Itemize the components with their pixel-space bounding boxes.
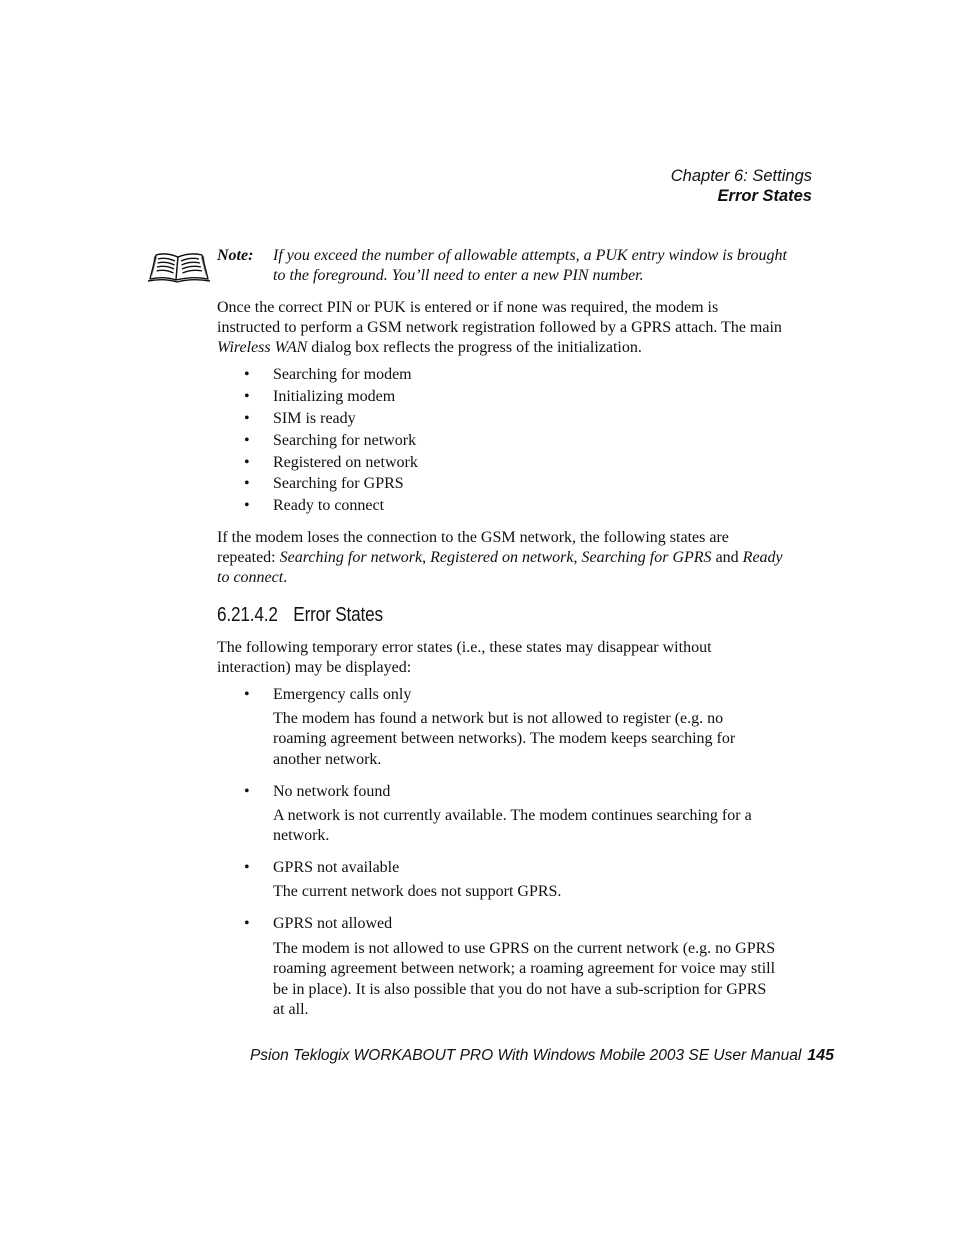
list-item: • Ready to connect (244, 497, 385, 515)
wireless-wan-emphasis: Wireless WAN (217, 339, 308, 357)
progress-state-list (217, 364, 787, 517)
section-number: 6.21.4.2 (217, 604, 278, 626)
error-state-item: • GPRS not allowed The modem is not allowed to use GPRS on the current network (e.g. no GPRS roaming agreement between network; a roaming agreement for voice may still be in place). It is also possible that you do not have a sub-scription for GPRS at all. (217, 914, 787, 1020)
error-state-description: A network is not currently available. The modem continues searching for a network. (273, 807, 752, 845)
error-state-item: • Emergency calls only The modem has found a network but is not allowed to register (e.g. no roaming agreement between networks). The modem keeps searching for another network. (217, 685, 787, 770)
list-item: • Searching for network (244, 431, 417, 449)
error-state-title: GPRS not available (273, 859, 400, 876)
list-item: • Searching for GPRS (244, 475, 404, 493)
footer-title: Psion Teklogix WORKABOUT PRO With Windows Mobile 2003 SE User Manual (249, 1047, 802, 1064)
error-state-title: No network found (273, 783, 391, 800)
error-state-description: The current network does not support GPRS. (273, 883, 562, 900)
error-intro-paragraph: The following temporary error states (i.e., these states may disappear without interaction) may be displayed: (217, 639, 712, 677)
repeat-paragraph: If the modem loses the connection to the GSM network, the following states are repeated: Searching for network, Registered on network, Searching for GPRS and Ready to connect. (217, 529, 783, 587)
page-number: 145 (807, 1047, 834, 1064)
error-state-description: The modem is not allowed to use GPRS on the current network (e.g. no GPRS roaming agreement between network; a roaming agreement for voice may still be in place). It is also possible that you do not have a sub-scription for GPRS at all. (273, 940, 776, 1018)
error-state-item: • GPRS not available The current network does not support GPRS. (217, 858, 787, 902)
page-footer (250, 1046, 834, 1066)
running-header-chapter: Chapter 6: Settings (670, 167, 812, 185)
error-state-title: Emergency calls only (273, 686, 412, 703)
list-item: • Initializing modem (244, 387, 396, 405)
list-item: • Registered on network (244, 453, 418, 471)
note-label: Note: (217, 247, 254, 264)
error-state-title: GPRS not allowed (273, 915, 393, 932)
list-item: • SIM is ready (244, 409, 356, 427)
error-state-item: • No network found A network is not currently available. The modem continues searching for a network. (217, 782, 787, 847)
running-header-section: Error States (717, 187, 812, 205)
note-text: If you exceed the number of allowable attempts, a PUK entry window is brought to the foreground. You’ll need to enter a new PIN number. (273, 247, 787, 284)
book-icon (146, 249, 212, 283)
error-state-description: The modem has found a network but is not allowed to register (e.g. no roaming agreement between networks). The modem keeps searching for another network. (273, 710, 736, 768)
section-title: Error States (293, 604, 383, 626)
intro-paragraph: Once the correct PIN or PUK is entered or if none was required, the modem is instructed to perform a GSM network registration followed by a GPRS attach. The main Wireless WAN dialog box reflects the progress of the initialization. (217, 299, 782, 357)
section-heading (217, 601, 383, 629)
list-item: • Searching for modem (244, 366, 412, 383)
